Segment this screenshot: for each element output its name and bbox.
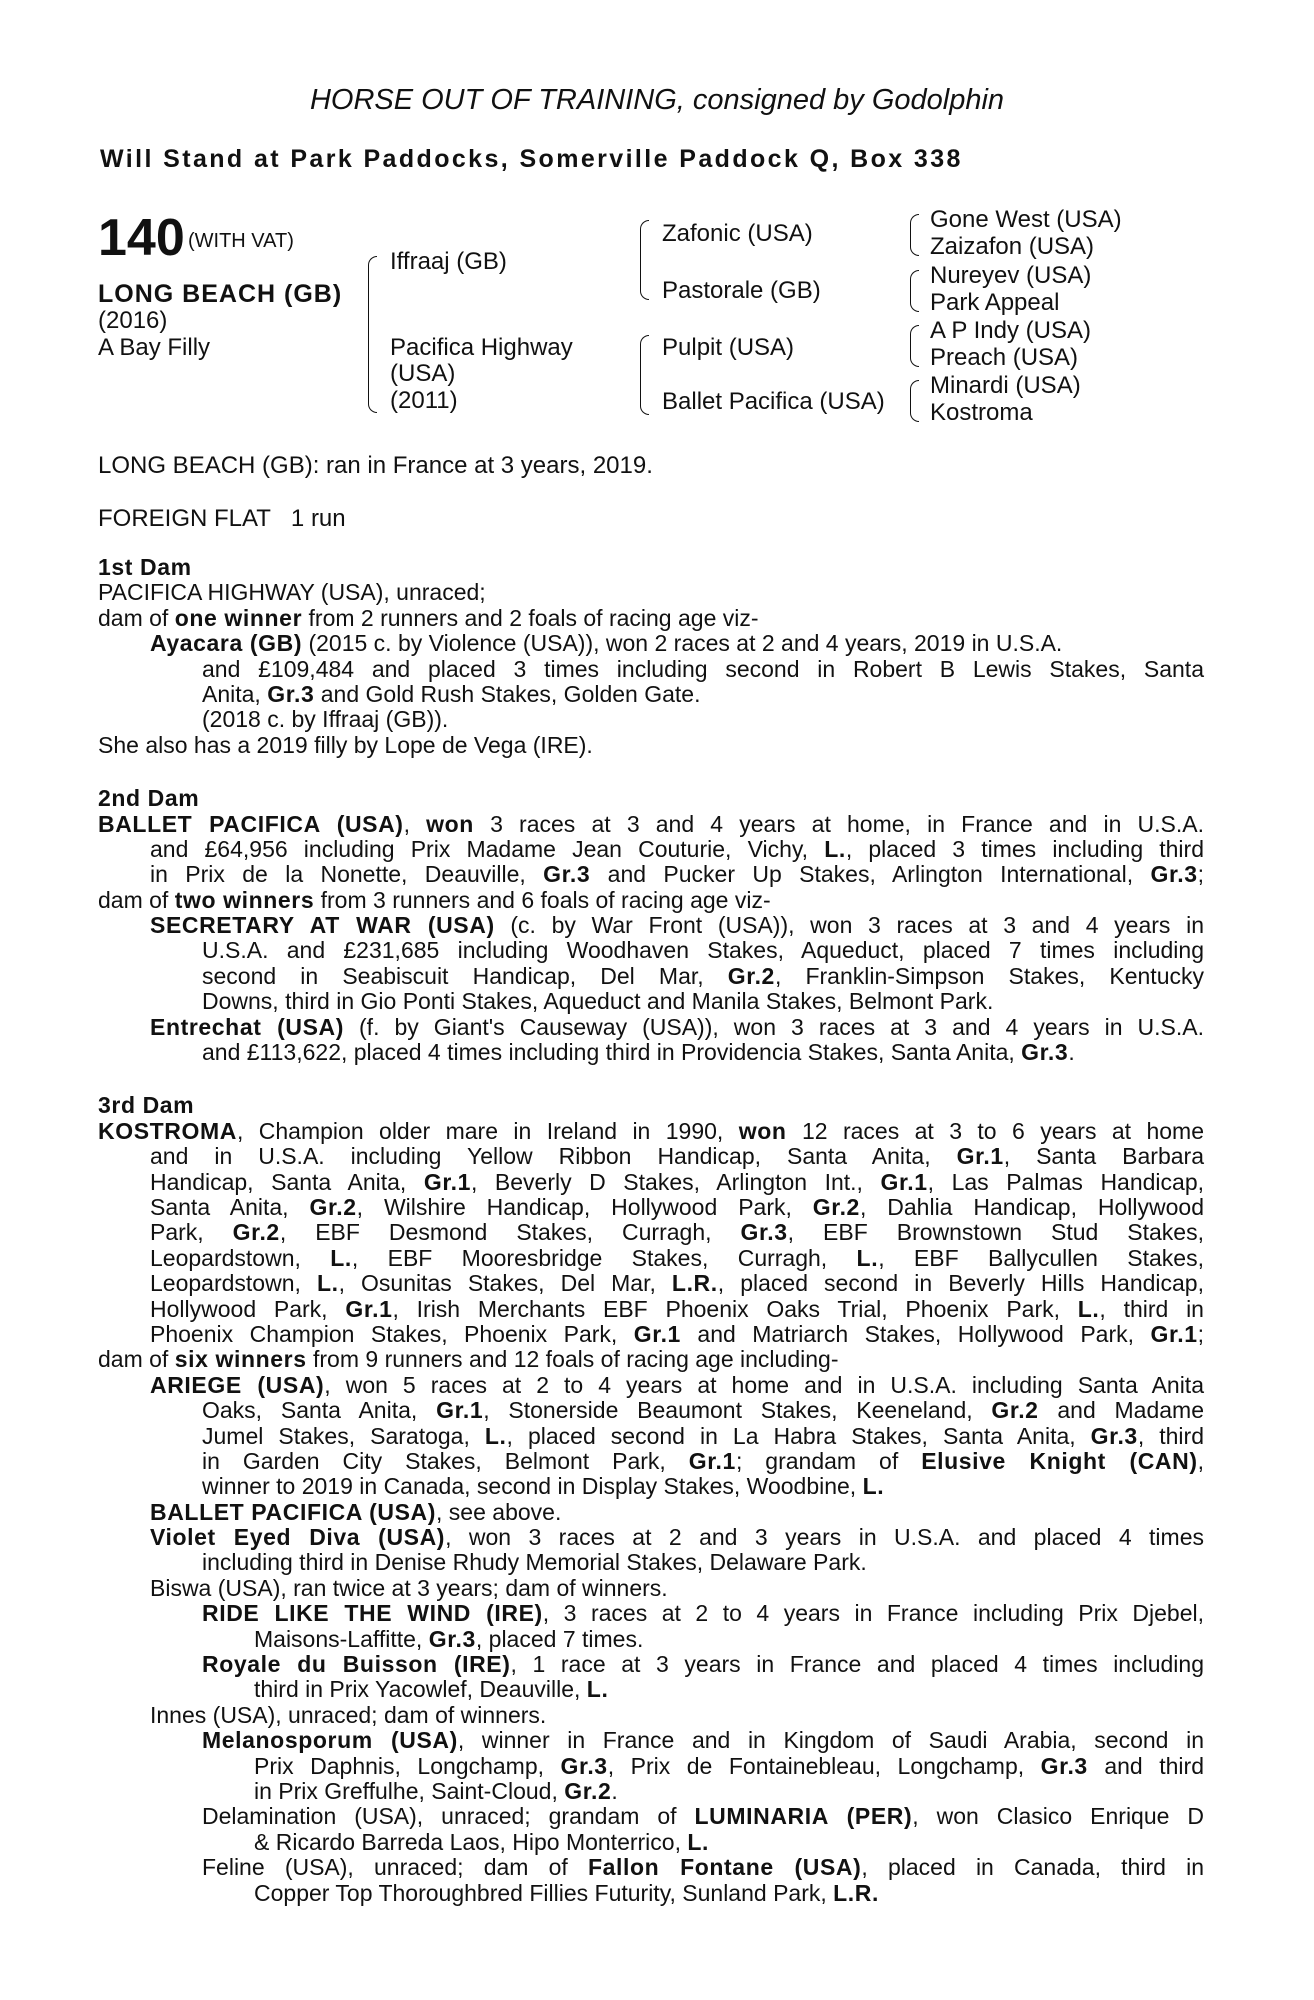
pedigree-sss: Gone West (USA) [930,206,1122,233]
second-dam-heading: 2nd Dam [98,785,200,812]
pedigree-dss: A P Indy (USA) [930,317,1091,344]
second-dam-line: BALLET PACIFICA (USA), won 3 races at 3 and 4 years at home, in France and in U.S.A. [98,810,1204,837]
third-dam-line: Leopardstown, L., Osunitas Stakes, Del Mar, L.R., placed second in Beverly Hills Handicap, [150,1270,1204,1297]
first-dam-line: dam of one winner from 2 runners and 2 foals of racing age viz- [98,604,759,631]
grand-progeny-entry: RIDE LIKE THE WIND (IRE), 3 races at 2 to 4 years in France including Prix Djebel, [202,1600,1204,1627]
progeny-detail: Anita, Gr.3 and Gold Rush Stakes, Golden Gate. [202,680,701,707]
foreign-flat-record [98,505,346,533]
first-dam-line: She also has a 2019 filly by Lope de Vega (IRE). [98,731,593,758]
foreign-flat-label: FOREIGN FLAT [98,505,271,532]
progeny-detail: second in Seabiscuit Handicap, Del Mar, Gr.2, Franklin-Simpson Stakes, Kentucky [202,962,1204,989]
race-record-summary: LONG BEACH (GB): ran in France at 3 years, 2019. [98,452,653,479]
third-dam-line: dam of six winners from 9 runners and 12 foals of racing age including- [98,1346,839,1373]
grand-progeny-detail: in Prix Greffulhe, Saint-Cloud, Gr.2. [254,1777,618,1804]
first-dam-line: PACIFICA HIGHWAY (USA), unraced; [98,579,486,606]
progeny-detail: Oaks, Santa Anita, Gr.1, Stonerside Beaumont Stakes, Keeneland, Gr.2 and Madame [202,1397,1204,1424]
horse-name: LONG BEACH (GB) [98,280,343,308]
third-dam-line: Leopardstown, L., EBF Mooresbridge Stakes, Curragh, L., EBF Ballycullen Stakes, [150,1244,1204,1271]
pedigree-sire-sire: Zafonic (USA) [662,220,813,247]
pedigree-bracket [910,214,919,256]
lot-number: 140 [98,209,185,267]
foreign-flat-runs: 1 run [290,505,346,532]
third-dam-line: Hollywood Park, Gr.1, Irish Merchants EBF Phoenix Oaks Trial, Phoenix Park, L., third in [150,1295,1204,1322]
pedigree-dam: Pacifica Highway [390,334,573,361]
first-dam-heading: 1st Dam [98,554,192,580]
progeny-detail: in Garden City Stakes, Belmont Park, Gr.1; grandam of Elusive Knight (CAN), [202,1447,1205,1474]
grand-progeny-detail: Copper Top Thoroughbred Fillies Futurity, Sunland Park, L.R. [254,1879,879,1906]
pedigree-bracket [640,335,649,415]
third-dam-line: Phoenix Champion Stakes, Phoenix Park, Gr.1 and Matriarch Stakes, Hollywood Park, Gr.1; [150,1320,1205,1347]
grand-progeny-entry: Feline (USA), unraced; dam of Fallon Fontane (USA), placed in Canada, third in [202,1854,1204,1881]
progeny-entry: Violet Eyed Diva (USA), won 3 races at 2 and 3 years in U.S.A. and placed 4 times [150,1524,1204,1551]
second-dam-line: in Prix de la Nonette, Deauville, Gr.3 and Pucker Up Stakes, Arlington International, Gr.3; [150,861,1204,888]
pedigree-dam-sire: Pulpit (USA) [662,334,795,361]
third-dam-line: Park, Gr.2, EBF Desmond Stakes, Curragh, Gr.3, EBF Brownstown Stud Stakes, [150,1219,1204,1246]
grand-progeny-detail: Prix Daphnis, Longchamp, Gr.3, Prix de Fontainebleau, Longchamp, Gr.3 and third [254,1752,1204,1779]
progeny-detail: Jumel Stakes, Saratoga, L., placed second in La Habra Stakes, Santa Anita, Gr.3, third [202,1422,1204,1449]
third-dam-heading: 3rd Dam [98,1092,195,1119]
horse-description: A Bay Filly [98,334,211,361]
progeny-detail: winner to 2019 in Canada, second in Display Stakes, Woodbine, L. [202,1473,885,1500]
grand-progeny-entry: Melanosporum (USA), winner in France and in Kingdom of Saudi Arabia, second in [202,1727,1204,1754]
catalogue-heading: HORSE OUT OF TRAINING, consigned by Godolphin [309,84,1005,116]
pedigree-ssd: Zaizafon (USA) [930,233,1095,260]
pedigree-bracket [640,220,649,300]
stabling-location: Will Stand at Park Paddocks, Somerville Paddock Q, Box 338 [100,145,963,173]
pedigree-sdd: Park Appeal [930,289,1060,316]
grand-progeny-detail: third in Prix Yacowlef, Deauville, L. [254,1676,609,1703]
pedigree-dam-origin: (USA) [390,360,456,387]
pedigree-ddd: Kostroma [930,399,1033,426]
progeny-entry: Entrechat (USA) (f. by Giant's Causeway (USA)), won 3 races at 3 and 4 years in U.S.A. [150,1013,1204,1040]
vat-note: (WITH VAT) [188,230,294,252]
third-dam-line: Handicap, Santa Anita, Gr.1, Beverly D Stakes, Arlington Int., Gr.1, Las Palmas Handicap, [150,1168,1205,1195]
pedigree-sire: Iffraaj (GB) [390,248,507,275]
progeny-detail: including third in Denise Rhudy Memorial Stakes, Delaware Park. [202,1549,867,1576]
third-dam-line: and in U.S.A. including Yellow Ribbon Handicap, Santa Anita, Gr.1, Santa Barbara [150,1143,1204,1170]
progeny-detail: Downs, third in Gio Ponti Stakes, Aqueduct and Manila Stakes, Belmont Park. [202,988,994,1015]
progeny-entry: Innes (USA), unraced; dam of winners. [150,1701,547,1728]
dam-record [98,555,1204,1906]
progeny-detail: and £109,484 and placed 3 times including second in Robert B Lewis Stakes, Santa [202,655,1204,682]
pedigree-bracket [910,270,919,312]
pedigree-dam-dam: Ballet Pacifica (USA) [662,388,885,415]
grand-progeny-entry: Royale du Buisson (IRE), 1 race at 3 years in France and placed 4 times including [202,1651,1204,1678]
third-dam-line: Santa Anita, Gr.2, Wilshire Handicap, Hollywood Park, Gr.2, Dahlia Handicap, Hollywood [150,1193,1204,1220]
grand-progeny-detail: Maisons-Laffitte, Gr.3, placed 7 times. [254,1625,644,1652]
progeny-entry: Biswa (USA), ran twice at 3 years; dam of winners. [150,1574,668,1601]
pedigree-bracket [368,256,377,413]
pedigree-sds: Nureyev (USA) [930,262,1092,289]
second-dam-line: and £64,956 including Prix Madame Jean Couturie, Vichy, L., placed 3 times including third [150,835,1204,862]
grand-progeny-detail: & Ricardo Barreda Laos, Hipo Monterrico, L. [254,1828,710,1855]
pedigree-bracket [910,380,919,422]
pedigree-bracket [910,325,919,367]
foaling-year: (2016) [98,307,168,334]
pedigree-dds: Minardi (USA) [930,372,1081,399]
third-dam-line: KOSTROMA, Champion older mare in Ireland in 1990, won 12 races at 3 to 6 years at home [98,1117,1205,1144]
second-dam-line: dam of two winners from 3 runners and 6 foals of racing age viz- [98,886,771,913]
progeny-entry: SECRETARY AT WAR (USA) (c. by War Front (USA)), won 3 races at 3 and 4 years in [150,912,1204,939]
grand-progeny-entry: Delamination (USA), unraced; grandam of LUMINARIA (PER), won Clasico Enrique D [202,1803,1205,1830]
progeny-entry: Ayacara (GB) (2015 c. by Violence (USA)), won 2 races at 2 and 4 years, 2019 in U.S.A. [150,630,1063,657]
progeny-entry: ARIEGE (USA), won 5 races at 2 to 4 years at home and in U.S.A. including Santa Anita [150,1371,1204,1398]
pedigree-sire-dam: Pastorale (GB) [662,277,821,304]
progeny-detail: and £113,622, placed 4 times including third in Providencia Stakes, Santa Anita, Gr.3. [202,1039,1075,1066]
pedigree-dsd: Preach (USA) [930,344,1079,371]
progeny-entry: (2018 c. by Iffraaj (GB)). [202,706,449,733]
progeny-detail: U.S.A. and £231,685 including Woodhaven Stakes, Aqueduct, placed 7 times including [202,937,1204,964]
progeny-entry: BALLET PACIFICA (USA), see above. [150,1498,562,1525]
pedigree-dam-year: (2011) [390,387,458,414]
